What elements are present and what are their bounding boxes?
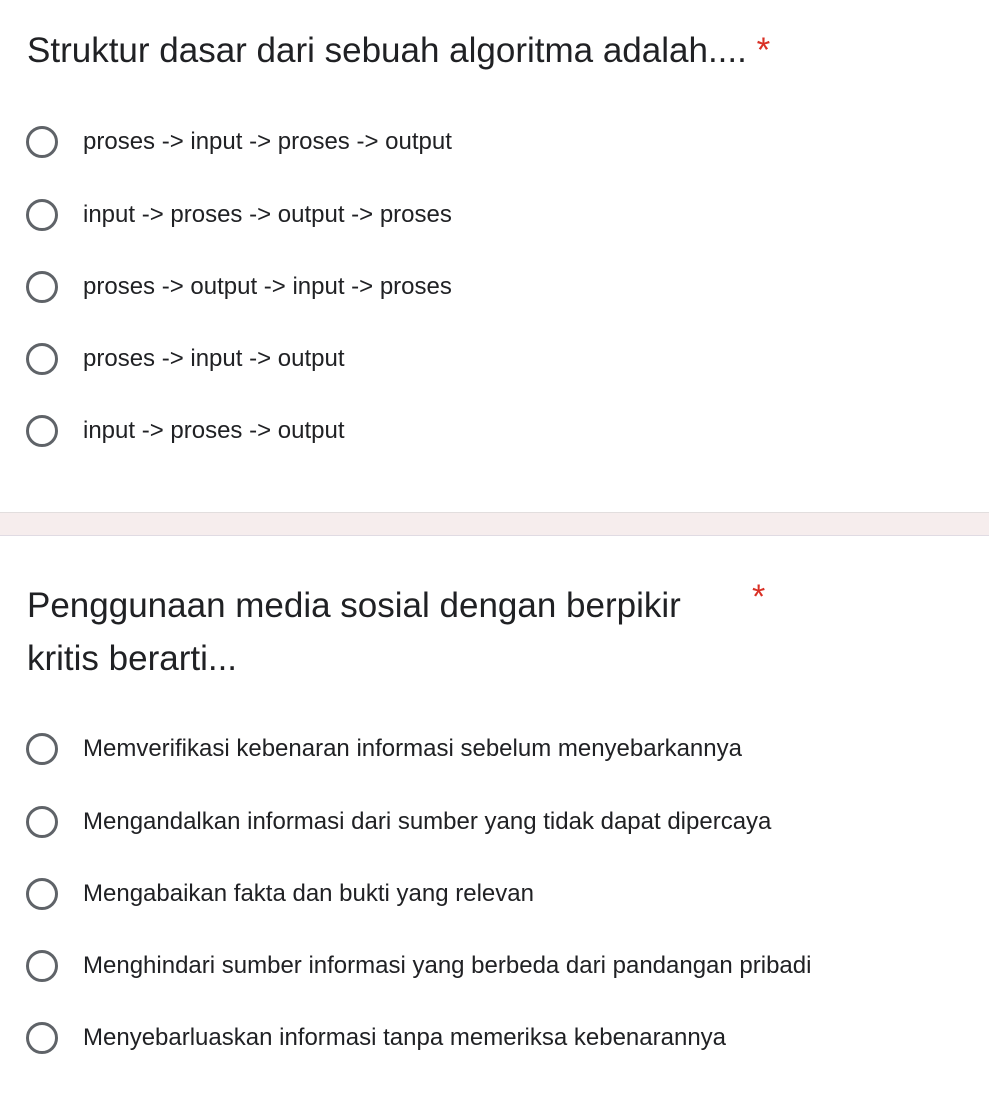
section-divider bbox=[0, 512, 989, 536]
option-label: input -> proses -> output bbox=[83, 417, 345, 444]
radio-button[interactable] bbox=[26, 878, 58, 910]
required-asterisk: * bbox=[752, 578, 766, 616]
radio-option[interactable] bbox=[24, 409, 345, 453]
radio-button[interactable] bbox=[26, 733, 58, 765]
option-label: input -> proses -> output -> proses bbox=[83, 201, 452, 228]
radio-option[interactable] bbox=[24, 727, 742, 771]
radio-button[interactable] bbox=[26, 343, 58, 375]
option-label: Mengandalkan informasi dari sumber yang tidak dapat dipercaya bbox=[83, 808, 772, 835]
option-label: proses -> input -> proses -> output bbox=[83, 128, 452, 155]
radio-button[interactable] bbox=[26, 199, 58, 231]
option-label: Memverifikasi kebenaran informasi sebelum menyebarkannya bbox=[83, 735, 742, 762]
question-title bbox=[27, 24, 770, 77]
radio-button[interactable] bbox=[26, 806, 58, 838]
required-asterisk: * bbox=[756, 31, 771, 70]
option-label: Menghindari sumber informasi yang berbeda dari pandangan pribadi bbox=[83, 952, 812, 979]
question-title-line-2: kritis berarti... bbox=[27, 639, 238, 678]
radio-option[interactable] bbox=[24, 337, 345, 381]
radio-option[interactable] bbox=[24, 193, 452, 237]
radio-option[interactable] bbox=[24, 800, 771, 844]
radio-option[interactable] bbox=[24, 1016, 726, 1060]
option-label: Menyebarluaskan informasi tanpa memeriksa kebenarannya bbox=[83, 1024, 727, 1051]
radio-option[interactable] bbox=[24, 944, 811, 988]
option-label: proses -> input -> output bbox=[83, 345, 345, 372]
question-title-line-1: Penggunaan media sosial dengan berpikir bbox=[27, 586, 681, 625]
radio-button[interactable] bbox=[26, 1022, 58, 1054]
radio-button[interactable] bbox=[26, 271, 58, 303]
option-label: Mengabaikan fakta dan bukti yang relevan bbox=[83, 880, 534, 907]
radio-option[interactable] bbox=[24, 120, 452, 164]
radio-button[interactable] bbox=[26, 950, 58, 982]
radio-button[interactable] bbox=[26, 415, 58, 447]
radio-option[interactable] bbox=[24, 265, 452, 309]
question-title-text: Struktur dasar dari sebuah algoritma adalah.... bbox=[27, 31, 747, 70]
radio-button[interactable] bbox=[26, 126, 58, 158]
radio-option[interactable] bbox=[24, 872, 534, 916]
option-label: proses -> output -> input -> proses bbox=[83, 273, 452, 300]
